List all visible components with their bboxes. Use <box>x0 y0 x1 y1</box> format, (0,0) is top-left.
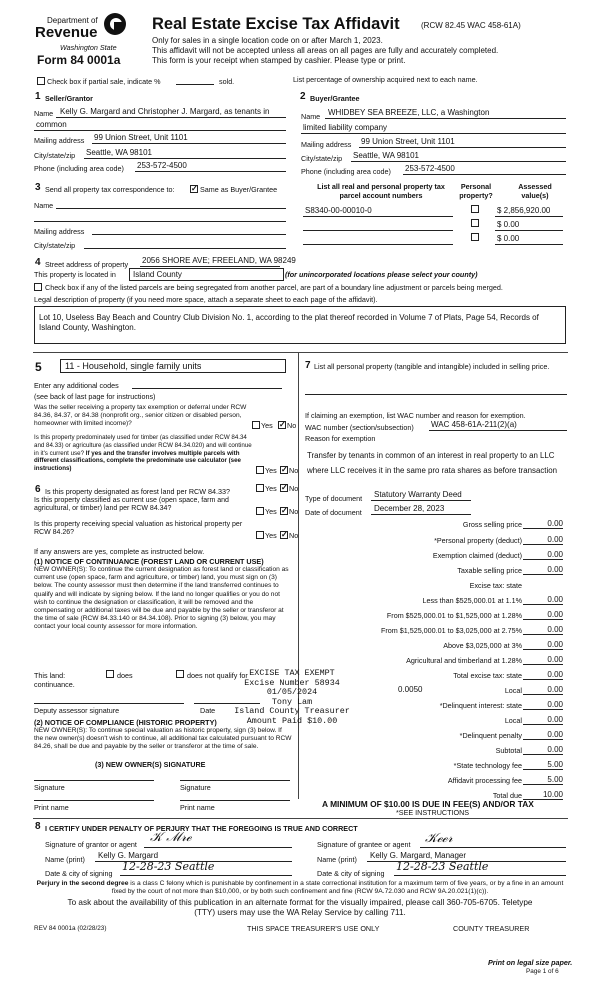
tax-row-amount[interactable]: 0.00 <box>523 640 563 650</box>
availability-line-1: To ask about the availability of this publication in an alternate format for the visually impaired, please call 360-705-6705. Teletype <box>67 898 533 907</box>
perjury-notice <box>30 880 570 896</box>
form-title: Real Estate Excise Tax Affidavit <box>152 15 400 33</box>
section3-mailing-label: Mailing address <box>34 227 85 236</box>
notice-compliance-text: NEW OWNER(S): To continue special valuation as historic property, sign (3) below. If the new owner(s) doesn't wish to continue, all additional tax calculated pursuant to RCW 84.26, shall be due and payable by the seller or transferor at the time of sale. <box>34 727 292 751</box>
grantee-name-label: Name (print) <box>317 855 357 864</box>
county-note: (for unincorporated locations please select your county) <box>285 270 478 279</box>
seller-mailing-label: Mailing address <box>34 136 85 145</box>
tax-row-amount[interactable]: 0.00 <box>523 535 563 545</box>
stamp-line-3: 01/05/2024 <box>266 687 318 697</box>
assessed-value-col-header: Assessed value(s) <box>518 182 552 200</box>
tax-row-label: Subtotal <box>495 746 522 755</box>
tax-row <box>300 775 568 788</box>
land-does-not-label: does not qualify for <box>187 671 248 680</box>
tax-row-label: *Personal property (deduct) <box>434 536 522 545</box>
grantor-signature-field[interactable] <box>144 847 292 848</box>
perjury-text: is a class C felony which is punishable by confinement in a state correctional institution for a maximum term of five years, or by a fine in an amount fixed by the court of not more than $10,000, or by both such confinement and fine (RCW 9A.72.030 and RCW 9A.20.021(1)(c)). <box>111 880 564 895</box>
buyer-heading: Buyer/Grantee <box>310 94 360 103</box>
wac-number-label: WAC number (section/subsection) <box>305 423 414 432</box>
tax-row-label: Excise tax: state <box>469 581 522 590</box>
deputy-date-label: Date <box>200 706 216 715</box>
minimum-note: A MINIMUM OF $10.00 IS DUE IN FEE(S) AND/OR TAX <box>322 799 534 809</box>
personal-property-label: List all personal property (tangible and intangible) included in selling price. <box>314 362 550 371</box>
additional-codes-label: Enter any additional codes <box>34 381 119 390</box>
timber-yes-checkbox[interactable] <box>256 466 264 474</box>
timber-question-text: Is this property predominately used for timber (as classified under RCW 84.34 and 84.33) or agriculture (as classified under RCW 84.34.020) and will continue in it's current use? <box>34 434 252 457</box>
stamp-line-4: Tony Lam <box>271 696 313 707</box>
tax-row <box>300 745 568 758</box>
owner-print-name-label-2: Print name <box>180 803 215 812</box>
tax-row-amount[interactable]: 0.00 <box>523 625 563 635</box>
seller-city-label: City/state/zip <box>34 151 76 160</box>
exemption-claim-label: If claiming an exemption, list WAC number and reason for exemption. <box>305 411 526 420</box>
form-title-ref: (RCW 82.45 WAC 458-61A) <box>421 21 521 30</box>
tax-row-label: Taxable selling price <box>457 566 522 575</box>
yes-label: Yes <box>265 484 277 493</box>
parcel-number-3[interactable] <box>303 244 453 245</box>
grantee-signature-label: Signature of grantee or agent <box>317 840 411 849</box>
divider <box>33 352 568 353</box>
tax-row-amount[interactable]: 0.00 <box>523 730 563 740</box>
segregated-label: Check box if any of the listed parcels are being segregated from another parcel, are part of a boundary line adjustment or parcels being merged. <box>45 283 503 292</box>
divider <box>33 818 568 819</box>
county-select[interactable]: Island County <box>129 268 284 281</box>
section3-name-label: Name <box>34 201 54 210</box>
parcels-col-header: List all real and personal property tax parcel account numbers <box>317 182 445 200</box>
tax-row-amount[interactable]: 0.00 <box>523 700 563 710</box>
legal-description-value[interactable]: Lot 10, Useless Bay Beach and Country Club Division No. 1, according to the plat thereof recorded in Volume 7 of Plats, Page 54, Records of Island County, Washington. <box>34 306 566 344</box>
doc-type-label: Type of document <box>305 494 363 503</box>
same-as-buyer-checkbox[interactable] <box>190 185 198 193</box>
assessed-value-2[interactable]: $ 0.00 <box>497 220 520 229</box>
tax-row <box>300 519 568 532</box>
section4-number: 4 <box>35 257 41 268</box>
forest-question: Is this property designated as forest land per RCW 84.33? <box>45 487 230 496</box>
tax-row-label: Local <box>504 686 522 695</box>
availability-line-2: (TTY) users may use the WA Relay Service by calling 711. <box>194 908 406 917</box>
grantor-signature-label: Signature of grantor or agent <box>45 840 137 849</box>
seller-name-value-1[interactable]: Kelly G. Margard and Christopher J. Margard, as tenants in <box>60 107 270 116</box>
doc-date-value[interactable]: December 28, 2023 <box>374 504 445 513</box>
dept-line1: Department of <box>47 16 98 25</box>
tax-row <box>300 610 568 623</box>
doc-date-label: Date of document <box>305 508 362 517</box>
grantor-signature-icon: 𝒦 ℳ𝓇ℯ <box>150 830 192 845</box>
yes-label: Yes <box>265 507 277 516</box>
notice-continuance-title: (1) NOTICE OF CONTINUANCE (FOREST LAND OR CURRENT USE) <box>34 557 264 566</box>
buyer-mailing-value[interactable]: 99 Union Street, Unit 1101 <box>361 137 455 146</box>
doc-type-value[interactable]: Statutory Warranty Deed <box>374 490 462 499</box>
tax-row-label: Local <box>504 716 522 725</box>
tax-row-amount[interactable]: 0.00 <box>523 550 563 560</box>
tax-row-amount[interactable]: 10.00 <box>523 790 563 800</box>
tax-row-amount[interactable]: 0.00 <box>523 610 563 620</box>
assessed-value-3[interactable]: $ 0.00 <box>497 234 520 243</box>
partial-sale-label: Check box if partial sale, indicate % <box>47 77 161 86</box>
personal-property-checkbox-3[interactable] <box>471 233 479 241</box>
tax-row-amount[interactable]: 5.00 <box>523 760 563 770</box>
page-number: Page 1 of 6 <box>526 968 559 975</box>
new-owner-signature-heading: (3) NEW OWNER(S) SIGNATURE <box>95 760 206 769</box>
tax-row <box>300 580 568 593</box>
parcel-number-2[interactable] <box>303 230 453 231</box>
exemption-no-checkbox[interactable] <box>278 421 286 429</box>
tax-row-amount[interactable]: 0.00 <box>523 685 563 695</box>
personal-property-field[interactable] <box>305 394 567 395</box>
timber-question <box>34 434 254 473</box>
grantee-name-value[interactable]: Kelly G. Margard, Manager <box>370 851 467 860</box>
assessed-value-1[interactable]: $ 2,856,920.00 <box>497 206 551 215</box>
section5-number: 5 <box>35 360 42 374</box>
current-use-no-checkbox[interactable] <box>280 507 288 515</box>
legal-description-label: Legal description of property (if you need more space, attach a separate sheet to each page of the affidavit). <box>34 295 378 304</box>
tax-row-label: Gross selling price <box>462 520 522 529</box>
grantee-date-label: Date & city of signing <box>317 869 385 878</box>
yes-label: Yes <box>261 421 273 430</box>
tax-row-label: Total excise tax: state <box>453 671 522 680</box>
this-land-label: This land: <box>34 671 66 680</box>
tax-row <box>300 565 568 578</box>
seller-mailing-value[interactable]: 99 Union Street, Unit 1101 <box>94 133 188 142</box>
see-instructions: *SEE INSTRUCTIONS <box>396 808 470 817</box>
grantor-name-label: Name (print) <box>45 855 85 864</box>
located-in-label: This property is located in <box>34 270 116 279</box>
additional-codes-field[interactable] <box>132 388 282 389</box>
tax-row-label: Less than $525,000.01 at 1.1% <box>422 596 522 605</box>
notice-compliance-title: (2) NOTICE OF COMPLIANCE (HISTORIC PROPERTY) <box>34 718 217 727</box>
partial-sale-percent-field[interactable] <box>176 84 214 85</box>
current-use-question: Is this property classified as current use (open space, farm and agricultural, or timber) land per RCW 84.34? <box>34 497 229 513</box>
tax-row-amount[interactable]: 0.00 <box>523 519 563 529</box>
partial-sale-checkbox[interactable] <box>37 77 45 85</box>
revision-number: REV 84 0001a (02/28/23) <box>34 925 107 932</box>
tax-row-label: From $1,525,000.01 to $3,025,000 at 2.75% <box>380 626 522 635</box>
grantor-date-label: Date & city of signing <box>45 869 113 878</box>
land-use-code-select[interactable]: 11 - Household, single family units <box>60 359 286 373</box>
perjury-bold: Perjury in the second degree <box>36 880 129 887</box>
personal-property-checkbox-1[interactable] <box>471 205 479 213</box>
stamp-line-5: Island County Treasurer <box>234 706 350 716</box>
current-use-yes-checkbox[interactable] <box>256 507 264 515</box>
tax-row-amount[interactable]: 0.00 <box>523 715 563 725</box>
buyer-phone-label: Phone (including area code) <box>301 167 391 176</box>
tax-row <box>300 595 568 608</box>
grantee-date-value[interactable]: 12-28-23 Seattle <box>396 860 489 873</box>
reason-value-2[interactable]: where LLC receives it in the same pro rata shares as before transaction <box>307 466 557 475</box>
land-does-label: does <box>117 671 133 680</box>
buyer-section-number: 2 <box>300 91 306 102</box>
segregated-checkbox[interactable] <box>34 283 42 291</box>
no-label: No <box>289 531 299 540</box>
tax-row-amount[interactable]: 0.00 <box>523 670 563 680</box>
revenue-logo-icon <box>104 13 126 35</box>
timber-no-checkbox[interactable] <box>280 466 288 474</box>
if-yes-note: If any answers are yes, complete as instructed below. <box>34 547 205 556</box>
buyer-mailing-label: Mailing address <box>301 140 352 149</box>
tax-row <box>300 730 568 743</box>
tax-row <box>300 685 568 698</box>
tax-row-amount[interactable]: 5.00 <box>523 775 563 785</box>
grantee-signature-icon: 𝒦ℯℯ𝓇 <box>425 831 453 846</box>
reason-value-1[interactable]: Transfer by tenants in common of an interest in real property to an LLC <box>307 451 555 460</box>
buyer-name-value-1[interactable]: WHIDBEY SEA BREEZE, LLC, a Washington <box>328 108 490 117</box>
see-back-label: (see back of last page for instructions) <box>34 392 156 401</box>
street-address-value[interactable]: 2056 SHORE AVE; FREELAND, WA 98249 <box>142 256 296 265</box>
reason-label: Reason for exemption <box>305 434 376 443</box>
tax-row <box>300 625 568 638</box>
seller-city-value[interactable]: Seattle, WA 98101 <box>86 148 152 157</box>
tax-row <box>300 670 568 683</box>
stamp-line-6: Amount Paid $10.00 <box>246 715 338 726</box>
subtitle-1: Only for sales in a single location code on or after March 1, 2023. <box>152 36 383 45</box>
stamp-line-1: EXCISE TAX EXEMPT <box>249 668 335 678</box>
seller-section-number: 1 <box>35 91 41 102</box>
buyer-city-label: City/state/zip <box>301 154 343 163</box>
land-does-checkbox[interactable] <box>106 670 114 678</box>
section3-name-field[interactable] <box>56 208 286 209</box>
section3-city-field[interactable] <box>84 248 286 249</box>
owner-signature-label-2: Signature <box>180 783 211 792</box>
no-label: No <box>289 466 299 475</box>
yes-label: Yes <box>265 466 277 475</box>
seller-phone-label: Phone (including area code) <box>34 164 124 173</box>
tax-row-label: *Delinquent interest: state <box>439 701 522 710</box>
historic-no-checkbox[interactable] <box>280 531 288 539</box>
tax-row-amount[interactable]: 0.00 <box>523 565 563 575</box>
wac-number-value[interactable]: WAC 458-61A-211(2)(a) <box>431 420 517 429</box>
tax-row-label: Exemption claimed (deduct) <box>432 551 522 560</box>
tax-row-amount[interactable]: 0.00 <box>523 745 563 755</box>
treasurer-use-only: THIS SPACE TREASURER'S USE ONLY <box>247 924 380 933</box>
grantor-name-value[interactable]: Kelly G. Margard <box>98 851 159 860</box>
parcel-number-1[interactable]: S8340-00-00010-0 <box>305 206 372 215</box>
no-label: No <box>289 484 299 493</box>
forest-no-checkbox[interactable] <box>280 484 288 492</box>
tax-row-label: From $525,000.01 to $1,525,000 at 1.28% <box>386 611 522 620</box>
section6-number: 6 <box>35 484 41 495</box>
stamp-line-2: Excise Number 58934 <box>244 677 340 688</box>
personal-property-checkbox-2[interactable] <box>471 219 479 227</box>
same-as-buyer-label: Same as Buyer/Grantee <box>200 185 278 194</box>
tax-row <box>300 760 568 773</box>
tax-row-label: Agricultural and timberland at 1.28% <box>406 656 522 665</box>
historic-yes-checkbox[interactable] <box>256 531 264 539</box>
no-label: No <box>289 507 299 516</box>
section3-label: Send all property tax correspondence to: <box>45 185 175 194</box>
buyer-phone-value[interactable]: 253-572-4500 <box>405 164 455 173</box>
exemption-question: Was the seller receiving a property tax exemption or deferral under RCW 84.36, 84.37, or 84.38 (nonprofit org., senior citizen or disabled person, homeowner with limited income)? <box>34 404 247 428</box>
land-does-not-checkbox[interactable] <box>176 670 184 678</box>
tax-row-amount[interactable]: 0.00 <box>523 595 563 605</box>
tax-row-label: *State technology fee <box>453 761 522 770</box>
tax-row-label: *Delinquent penalty <box>459 731 522 740</box>
sold-label: sold. <box>219 77 235 86</box>
seller-heading: Seller/Grantor <box>45 94 93 103</box>
tax-row-label: Affidavit processing fee <box>447 776 522 785</box>
continuance-label: continuance. <box>34 680 75 689</box>
seller-phone-value[interactable]: 253-572-4500 <box>137 161 187 170</box>
tax-row <box>300 550 568 563</box>
no-label: No <box>287 421 297 430</box>
buyer-name-label: Name <box>301 112 321 121</box>
section7-number: 7 <box>305 360 311 371</box>
tax-row <box>300 715 568 728</box>
section3-number: 3 <box>35 182 41 193</box>
tax-row-amount[interactable]: 0.00 <box>523 655 563 665</box>
tax-row <box>300 535 568 548</box>
dept-logo-text: Revenue <box>35 24 98 41</box>
dept-state: Washington State <box>60 43 117 52</box>
deputy-signature-label: Deputy assessor signature <box>34 706 120 715</box>
local-rate-value[interactable]: 0.0050 <box>398 685 423 694</box>
timber-question-note: If yes and the transfer involves multiple parcels with different classifications, complete the predominate use calculator (see instructions) <box>34 449 242 473</box>
buyer-city-value[interactable]: Seattle, WA 98101 <box>353 151 419 160</box>
ownership-note: List percentage of ownership acquired next to each name. <box>293 75 478 84</box>
tax-row <box>300 655 568 668</box>
seller-name-value-2[interactable]: common <box>36 120 67 129</box>
personal-property-col-header: Personal property? <box>459 182 493 200</box>
legal-paper-note: Print on legal size paper. <box>488 958 573 967</box>
grantor-date-value[interactable]: 12-28-23 Seattle <box>122 860 215 873</box>
form-number: Form 84 0001a <box>37 53 121 67</box>
tax-row-label: Total due <box>492 791 522 800</box>
county-treasurer: COUNTY TREASURER <box>453 924 530 933</box>
owner-signature-label-1: Signature <box>34 783 65 792</box>
subtitle-3: This form is your receipt when stamped by cashier. Please type or print. <box>152 56 406 65</box>
notice-continuance-text: NEW OWNER(S): To continue the current designation as forest land or classification as current use (open space, farm and agriculture, or timber) land, you must sign on (3) below. The county assessor must then determine if the land transferred continues to qualify and will indicate by signing below. If the land no longer qualifies or you do not wish to continue the designation or classification, it will be removed and the compensating or additional taxes will be due and payable by the seller or transferor at the time of sale (RCW 84.33.140 or 84.34.108). Prior to signing (3) below, you may contact your local county assessor for more information. <box>34 566 289 631</box>
section8-number: 8 <box>35 821 41 832</box>
owner-print-name-label-1: Print name <box>34 803 69 812</box>
seller-name-label: Name <box>34 109 54 118</box>
subtitle-2: This affidavit will not be accepted unless all areas on all pages are fully and accurately completed. <box>152 46 499 55</box>
forest-yes-checkbox[interactable] <box>256 484 264 492</box>
certify-statement: I CERTIFY UNDER PENALTY OF PERJURY THAT THE FOREGOING IS TRUE AND CORRECT <box>45 824 358 833</box>
historic-question: Is this property receiving special valuation as historical property per RCW 84.26? <box>34 521 243 537</box>
grantee-signature-field[interactable] <box>420 847 566 848</box>
tax-row-label: Above $3,025,000 at 3% <box>443 641 522 650</box>
exemption-yes-checkbox[interactable] <box>252 421 260 429</box>
column-divider <box>298 352 299 799</box>
section3-mailing-field[interactable] <box>92 234 286 235</box>
tax-row <box>300 700 568 713</box>
section3-city-label: City/state/zip <box>34 241 76 250</box>
street-address-label: Street address of property <box>45 260 129 269</box>
yes-label: Yes <box>265 531 277 540</box>
tax-row <box>300 640 568 653</box>
buyer-name-value-2[interactable]: limited liability company <box>303 123 388 132</box>
